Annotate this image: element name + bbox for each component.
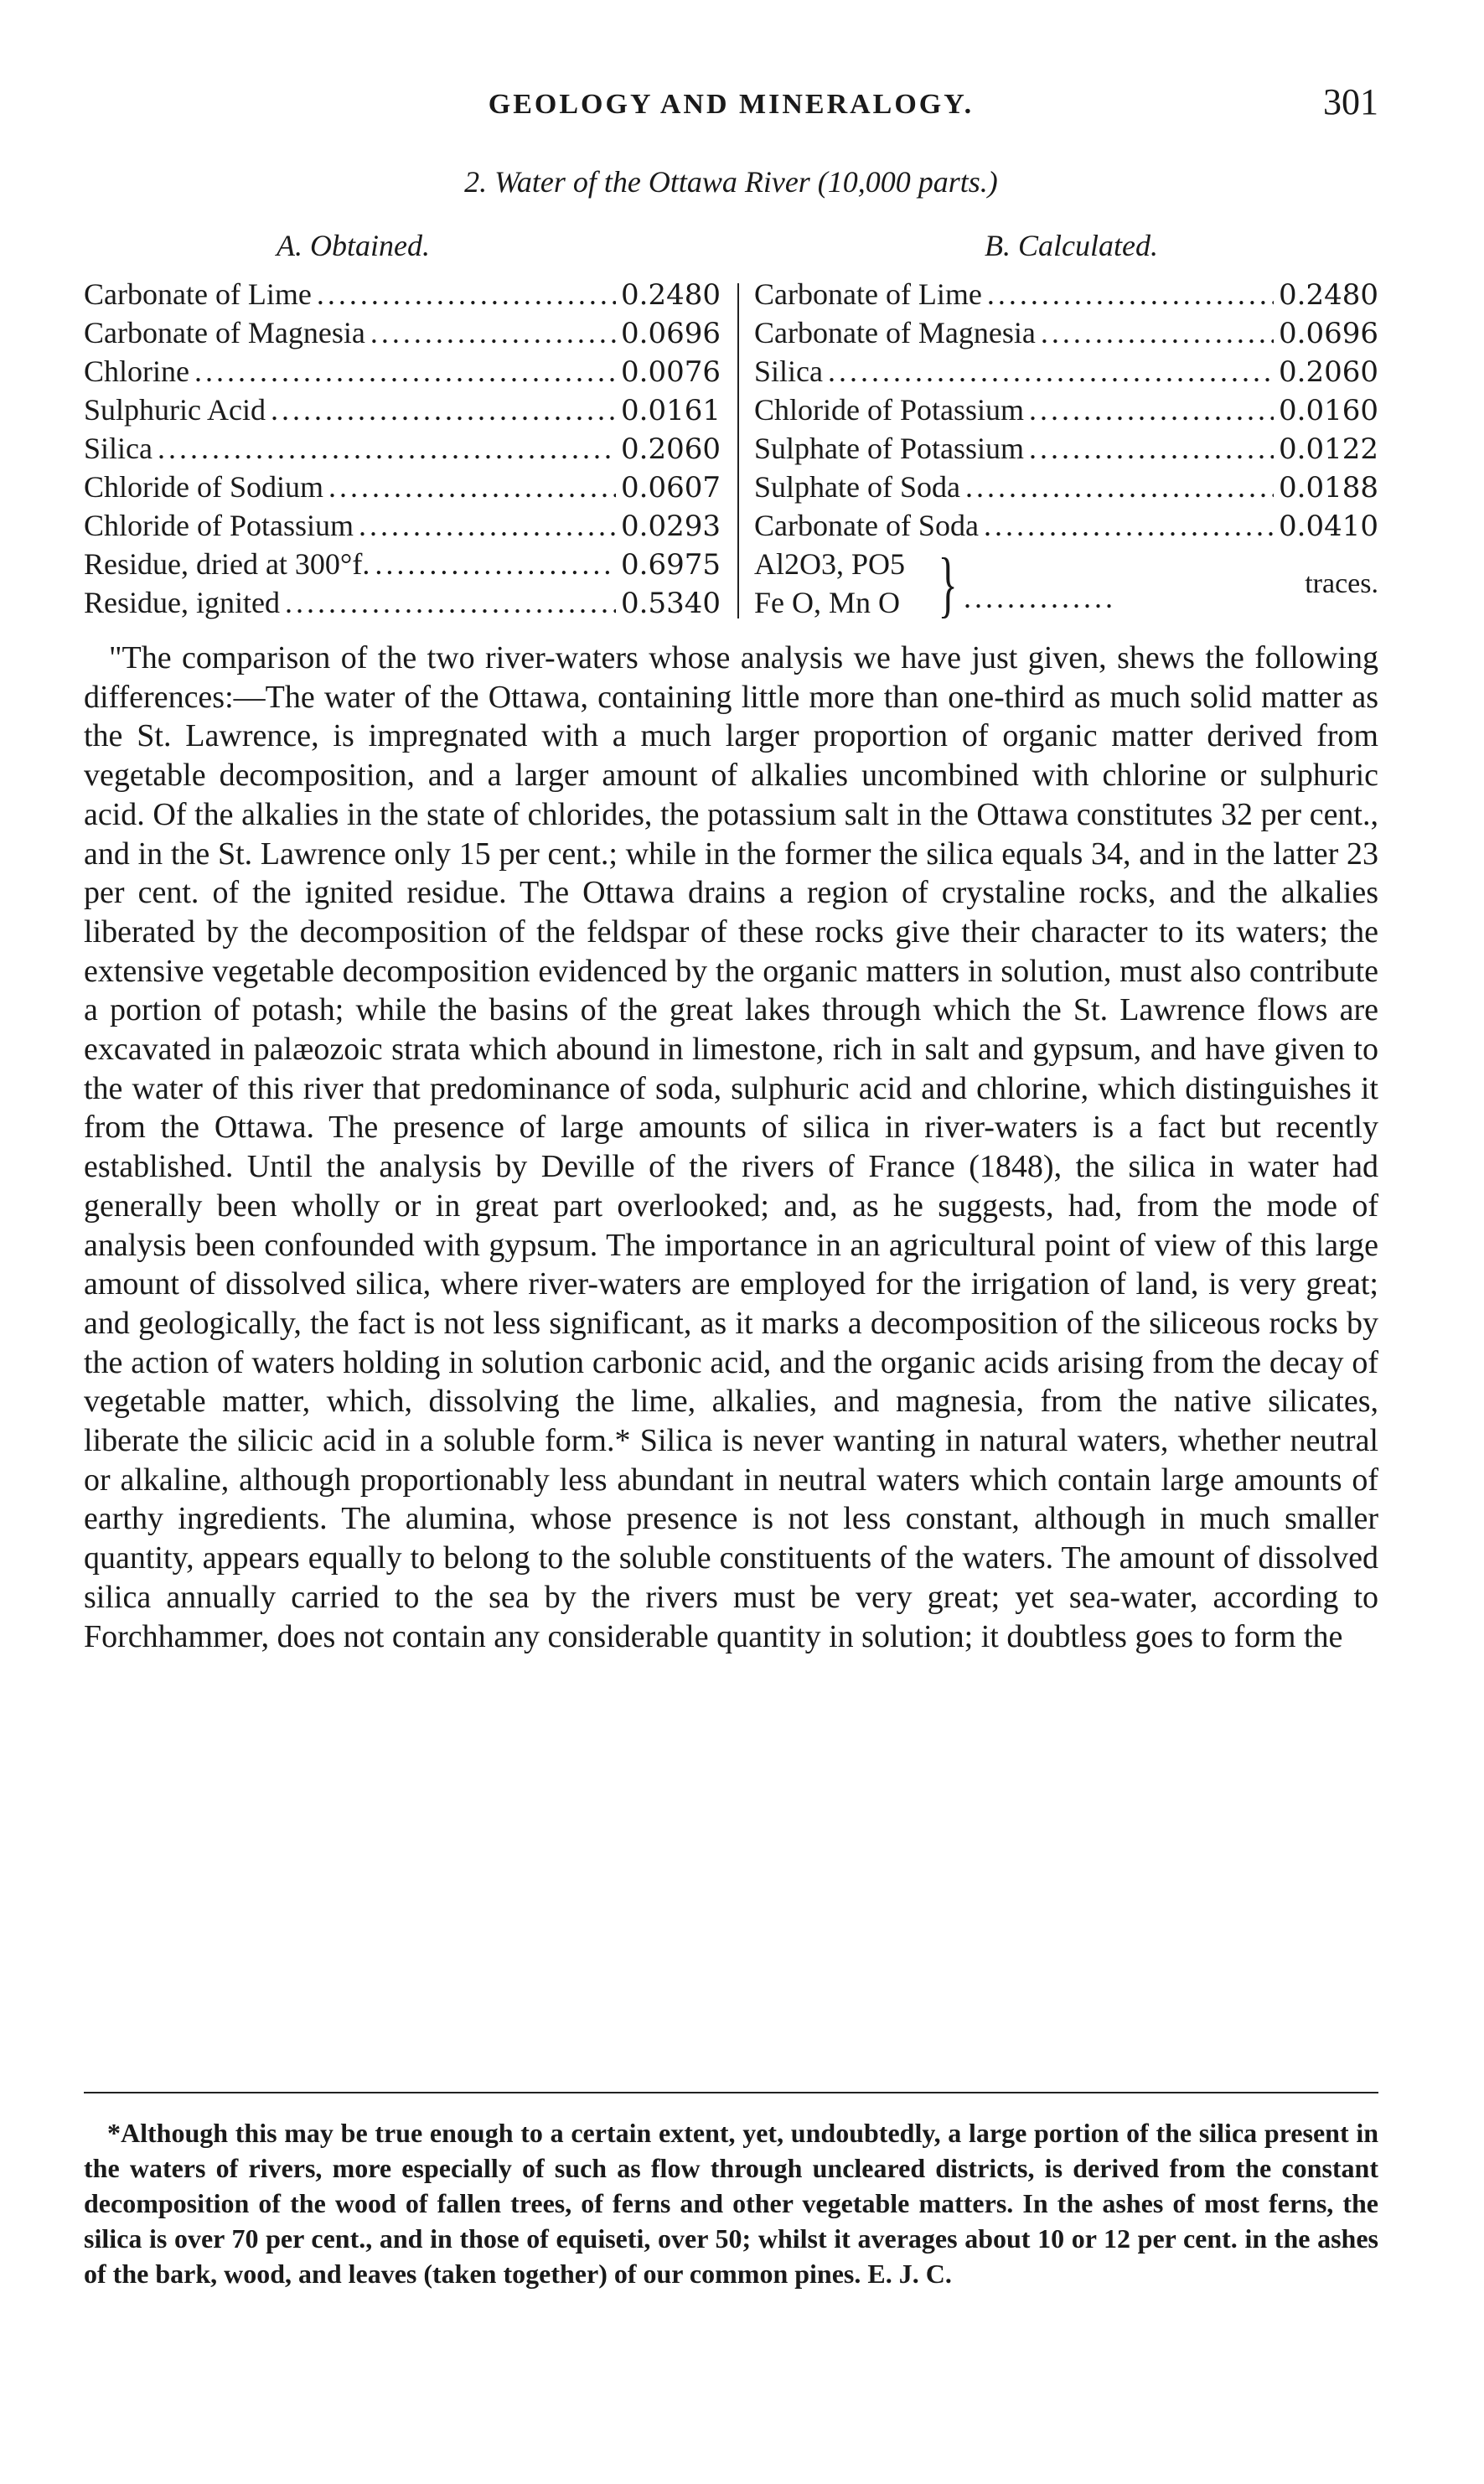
table-row (84, 469, 721, 508)
row-name: Carbonate of Magnesia (754, 316, 1036, 349)
footnote-rule (84, 2092, 1378, 2093)
table-row (754, 277, 1378, 315)
row-value: 0.0161 (621, 394, 721, 427)
column-heading-obtained: A. Obtained. (277, 229, 430, 262)
leader-dots (1029, 431, 1274, 466)
column-divider (737, 283, 739, 618)
row-name: Chloride of Sodium (84, 470, 323, 504)
row-name: Sulphate of Potassium (754, 432, 1024, 465)
leader-dots (285, 585, 616, 620)
leader-dots (359, 508, 616, 543)
table-row (754, 392, 1378, 431)
row-value: 0.0293 (621, 510, 721, 543)
row-name: Carbonate of Lime (754, 277, 982, 311)
table-caption: 2. Water of the Ottawa River (10,000 parts.) (464, 165, 998, 199)
row-value: 0.0607 (621, 471, 721, 505)
leader-dots (1041, 315, 1274, 350)
page-number: 301 (1323, 81, 1378, 122)
table-row (84, 585, 721, 624)
traces-value: traces. (1305, 568, 1378, 599)
table-row (84, 315, 721, 354)
column-heading-calculated: B. Calculated. (985, 229, 1158, 262)
leader-dots (375, 546, 616, 582)
leader-dots (984, 508, 1274, 543)
running-title: GEOLOGY AND MINERALOGY. (488, 89, 975, 120)
table-row (754, 354, 1378, 392)
row-value: 0.0160 (1279, 394, 1378, 427)
leader-dots (158, 431, 616, 466)
row-name: Chlorine (84, 354, 189, 388)
body-paragraph: "The comparison of the two river-waters whose analysis we have just given, shews the following differences:—The water of the Ottawa, containing little more than one-third as much solid matter as the St. Lawrence, is impregnated with a much larger proportion of organic matter derived from vegetable decomposition, and a larger amount of alkalies uncombined with chlorine or sulphuric acid. Of the alkalies in the state of chlorides, the potassium salt in the Ottawa constitutes 32 per cent., and in the St. Lawrence only 15 per cent.; while in the former the silica equals 34, and in the latter 23 per cent. of the ignited residue. The Ottawa drains a region of crystaline rocks, and the alkalies liberated by the decomposition of the feldspar of these rocks give their character to its waters; the extensive vegetable decomposition evidenced by the organic matters in solution, must also contribute a portion of potash; while the basins of the great lakes through which the St. Lawrence flows are excavated in palæozoic strata which abound in limestone, rich in salt and gypsum, and have given to the water of this river that predominance of soda, sulphuric acid and chlorine, which distinguishes it from the Ottawa. The presence of large amounts of silica in river-waters is a fact but recently established. Until the analysis by Deville of the rivers of France (1848), the silica in water had generally been wholly or in great part overlooked; and, as he suggests, had, from the mode of analysis been confounded with gypsum. The importance in an agricultural point of view of this large amount of dissolved silica, where river-waters are employed for the irrigation of land, is very great; and geologically, the fact is not less significant, as it marks a decomposition of the siliceous rocks by the action of waters holding in solution carbonic acid, and the organic acids arising from the decay of vegetable matter, which, dissolving the lime, alkalies, and magnesia, from the native silicates, liberate the silicic acid in a soluble form.* Silica is never wanting in natural waters, whether neutral or alkaline, although proportionably less abundant in neutral waters which contain large amounts of earthy ingredients. The alumina, whose presence is not less constant, although in much smaller quantity, appears equally to belong to the soluble constituents of the waters. The amount of dissolved silica annually carried to the sea by the rivers must be very great; yet sea-water, according to Forchhammer, does not contain any considerable quantity in solution; it doubtless goes to form the (84, 640, 1378, 1654)
row-value: 0.0122 (1279, 432, 1378, 466)
row-value: 0.2060 (1279, 355, 1378, 389)
brace-icon: } (938, 544, 958, 625)
leader-dots: .............. (964, 581, 1116, 614)
row-value: 0.6975 (621, 548, 721, 582)
traces-item: Al2O3, PO5 (754, 547, 906, 581)
row-value: 0.0696 (621, 317, 721, 350)
row-value: 0.2480 (1279, 278, 1378, 312)
row-value: 0.0410 (1279, 510, 1378, 543)
row-value: 0.2060 (621, 432, 721, 466)
row-name: Silica (754, 354, 823, 388)
leader-dots (370, 315, 616, 350)
table-row (754, 315, 1378, 354)
row-value: 0.0076 (621, 355, 721, 389)
traces-group (754, 546, 1378, 624)
row-name: Chloride of Potassium (84, 509, 354, 542)
calculated-column (754, 277, 1378, 625)
leader-dots (194, 354, 616, 389)
table-row (84, 277, 721, 315)
running-head (84, 80, 1378, 131)
analysis-table (84, 277, 1378, 629)
table-row (754, 469, 1378, 508)
leader-dots (1029, 392, 1274, 427)
leader-dots (271, 392, 616, 427)
table-row (754, 431, 1378, 469)
row-name: Residue, ignited (84, 586, 280, 619)
row-value: 0.0188 (1279, 471, 1378, 505)
table-row (84, 431, 721, 469)
row-name: Silica (84, 432, 153, 465)
footnote: *Although this may be true enough to a certain extent, yet, undoubtedly, a large portion of the silica present in the waters of rivers, more especially of such as flow through uncleared districts, is derived from the constant decomposition of the wood of fallen trees, of ferns and other vegetable matters. In the ashes of most ferns, the silica is over 70 per cent., and in those of equiseti, over 50; whilst it averages about 10 or 12 per cent. in the ashes of the bark, wood, and leaves (taken together) of our common pines. E. J. C. (84, 2118, 1378, 2289)
row-name: Sulphate of Soda (754, 470, 960, 504)
row-name: Residue, dried at 300°f. (84, 547, 370, 581)
row-name: Carbonate of Soda (754, 509, 979, 542)
leader-dots (328, 469, 616, 505)
leader-dots (317, 277, 616, 312)
table-row (84, 392, 721, 431)
table-row (84, 508, 721, 546)
table-row (84, 354, 721, 392)
obtained-column (84, 277, 721, 624)
row-value: 0.0696 (1279, 317, 1378, 350)
row-name: Sulphuric Acid (84, 393, 266, 427)
row-name: Carbonate of Lime (84, 277, 312, 311)
leader-dots (965, 469, 1274, 505)
leader-dots (828, 354, 1274, 389)
row-name: Chloride of Potassium (754, 393, 1024, 427)
row-name: Carbonate of Magnesia (84, 316, 365, 349)
book-page (84, 0, 1378, 2484)
table-row (84, 546, 721, 585)
row-value: 0.5340 (621, 587, 721, 620)
table-row (754, 508, 1378, 546)
traces-item: Fe O, Mn O (754, 586, 901, 619)
row-value: 0.2480 (621, 278, 721, 312)
leader-dots (987, 277, 1274, 312)
